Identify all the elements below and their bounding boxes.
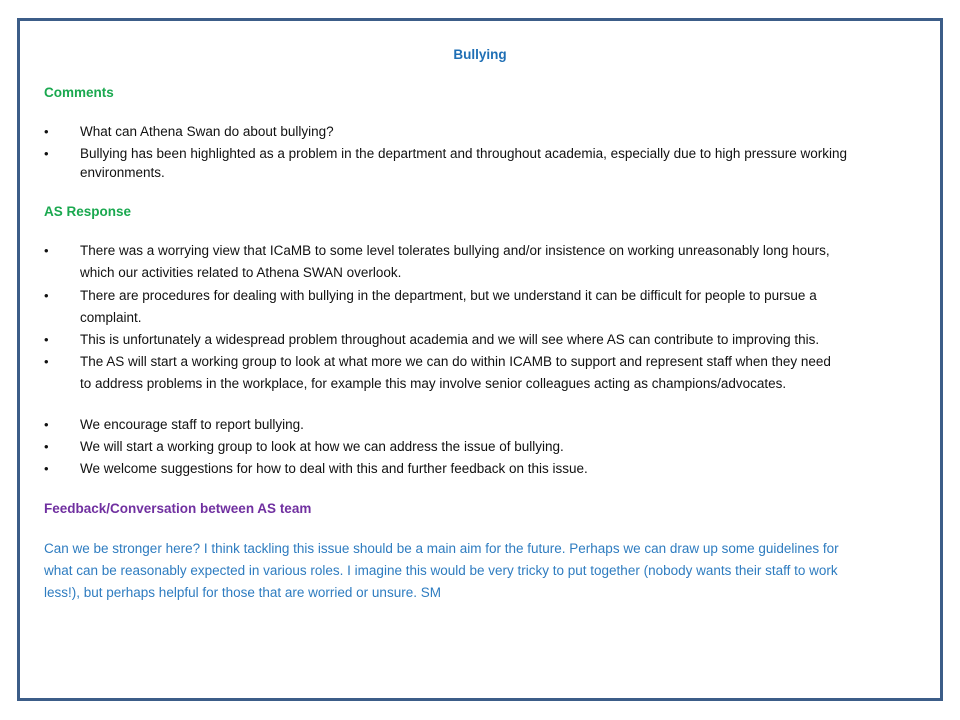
bullet-icon: • <box>44 332 49 347</box>
bullet-icon: • <box>44 417 49 432</box>
list-item-text: complaint. <box>80 310 142 325</box>
bullet-icon: • <box>44 243 49 258</box>
list-item-text: environments. <box>80 165 165 180</box>
response-heading: AS Response <box>44 204 132 219</box>
feedback-line: what can be reasonably expected in various roles. I imagine this would be very tricky to put together (nobody wants their staff to work <box>44 563 838 578</box>
list-item-text: This is unfortunately a widespread problem throughout academia and we will see where AS can contribute to improving this. <box>80 332 820 347</box>
bullet-icon: • <box>44 461 49 476</box>
feedback-line: less!), but perhaps helpful for those that are worried or unsure. SM <box>44 585 441 600</box>
list-item-text: What can Athena Swan do about bullying? <box>80 124 334 139</box>
list-item-text: We encourage staff to report bullying. <box>80 417 304 432</box>
feedback-heading: Feedback/Conversation between AS team <box>44 501 312 516</box>
list-item-text: to address problems in the workplace, for example this may involve senior colleagues acting as champions/advocates. <box>80 376 787 391</box>
feedback-line: Can we be stronger here? I think tackling this issue should be a main aim for the future. Perhaps we can draw up some guidelines for <box>44 541 839 556</box>
bullet-icon: • <box>44 354 49 369</box>
bullet-icon: • <box>44 288 49 303</box>
list-item-text: which our activities related to Athena SWAN overlook. <box>80 265 402 280</box>
comments-heading: Comments <box>44 85 114 100</box>
page-title: Bullying <box>453 47 507 62</box>
list-item-text: There was a worrying view that ICaMB to some level tolerates bullying and/or insistence on working unreasonably long hours, <box>80 243 830 258</box>
list-item-text: We will start a working group to look at how we can address the issue of bullying. <box>80 439 564 454</box>
list-item-text: We welcome suggestions for how to deal with this and further feedback on this issue. <box>80 461 588 476</box>
bullet-icon: • <box>44 439 49 454</box>
list-item-text: There are procedures for dealing with bullying in the department, but we understand it can be difficult for people to pursue a <box>80 288 817 303</box>
bullet-icon: • <box>44 146 49 161</box>
list-item-text: Bullying has been highlighted as a problem in the department and throughout academia, especially due to high pressure working <box>80 146 847 161</box>
list-item-text: The AS will start a working group to look at what more we can do within ICAMB to support and represent staff when they need <box>80 354 831 369</box>
bullet-icon: • <box>44 124 49 139</box>
